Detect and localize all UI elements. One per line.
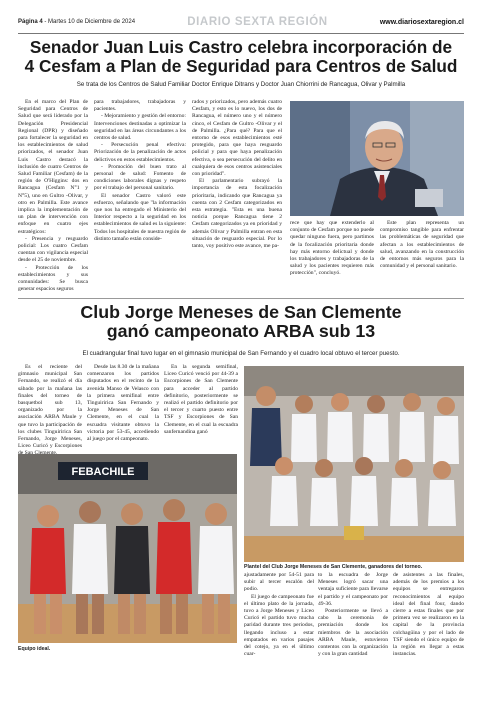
article2-paragraph: ajustadamente por 54-51 para subir al tercer escalón del podio. (244, 572, 314, 593)
article1-paragraph: El senador Castro valoró este esfuerzo, señalando que "la información que nos ha entregado el Ministerio del Interior respecto a la seguridad en los establecimientos de salud es la siguiente: Todos los hospitales de nuestra región de distinto tamaño están conside- (94, 192, 186, 242)
article2-column-6 (393, 572, 464, 658)
article2-column-4 (244, 572, 314, 658)
article-separator (18, 298, 464, 299)
article1-paragraph: - Promoción del buen trato al personal de salud: Fomento de condiciones laborales dignas y respeto por el trabajo del personal sanitario. (94, 163, 186, 192)
article2-column-5 (318, 572, 388, 658)
champion-team-photo (244, 366, 464, 562)
trophy-icon (344, 526, 364, 540)
article1-paragraph: rados y priorizados, pero además cuatro Cesfam, y esto es lo nuevo, los dos de Rancagua, el número uno y el número cinco, el Cesfam de Gultro -Olivar y el de Palmilla. ¿Para qué? Para que el entorno de esos establecimientos esté protegido, para que haya resguardo policial y para que haya penalización efectiva, o sea persecución del delito en cualquiera de esos centros asistenciales con prioridad". (192, 99, 282, 178)
article2-paragraph: Es el reciente del gimnasio municipal San Fernando, se realizó el día sábado por la mañana las finales del torneo de basquetbol sub 13, organizado por la asociación ARBA Maule y que tuvo la participación de los clubes Tinguiririca San Fernando, Jorge Meneses, Liceo Curicó y Escorpiones (18, 364, 82, 450)
ideal-team-photo (18, 454, 237, 643)
article2-paragraph: de asistentes a las finales, además de los premios a los equipos se entregaron reconocimientos al equipo ideal del final four, dando cierre a estas finales que por primera vez se realizaron en la capital de la provincia colchagüina y por el lado de TSF siendo el único equipo de la región en llegar a estas instancias. (393, 572, 464, 658)
ideal-team-illustration (18, 454, 237, 643)
article1-column-5 (380, 220, 464, 270)
ideal-team-caption: Equipo ideal. (18, 646, 51, 652)
article2-headline-line2: ganó campeonato ARBA sub 13 (106, 321, 376, 342)
article2-column-2 (87, 364, 159, 443)
article2-column-3 (164, 364, 238, 436)
article1-column-2 (94, 99, 186, 243)
article1-paragraph: El parlamentario subrayó la importancia de esta focalización prioritaria, indicando que Rancagua ya cuenta con 2 Cesfam categorizados en esta estrategia. "Esta es una buena noticia porque Rancagua tiene 2 Cesfam categorizados ya en prioridad y además Olivar y Palmilla entran en esta situación de resguardo especial. Por lo tanto, voy positivo este avance, me pa- (192, 178, 282, 250)
article2-paragraph: El juego de campeonato fue el último plato de la jornada, tuvo a Jorge Meneses y Liceo Curicó el partido tuvo mucha paridad durante tres periodos, llegando incluso a estar empatados en varios pasajes del cotejo, ya en el último cuar- (244, 593, 314, 658)
article1-column-3 (192, 99, 282, 250)
article2-headline (18, 303, 464, 341)
champion-team-caption: Plantel del Club Jorge Meneses de San Clemente, ganadores del torneo. (244, 564, 423, 570)
issue-date: - Martes 10 de Diciembre de 2024 (42, 19, 136, 25)
banner-text: FEBACHILE (71, 466, 135, 478)
article1-paragraph: - Persecución penal efectiva: Priorización de la penalización de actos delictivos en estos establecimientos. (94, 142, 186, 163)
page-date (18, 19, 135, 25)
article1-paragraph: - Protección de los establecimientos y sus comunidades: Se busca generar espacios seguros (18, 264, 88, 293)
article2-paragraph: to la escuadra de Jorge Meneses logró sacar una ventaja suficiente para llevarse el partido y el campeonato por 49-36. (318, 572, 388, 607)
article1-headline (18, 38, 464, 75)
page-header (18, 14, 464, 30)
article1-paragraph: para trabajadores, trabajadoras y pacientes. (94, 99, 186, 113)
champion-team-illustration (244, 366, 464, 562)
header-rule (18, 33, 464, 34)
article1-paragraph: - Presencia y resguardo policial: Los cuatro Cesfam cuentan con vigilancia especial desde el 25 de noviembre. (18, 235, 88, 264)
page-number: Página 4 (18, 19, 43, 25)
article1-paragraph: En el marco del Plan de Seguridad para Centros de Salud que será liderado por la Delegación Presidencial Regional (DPR) y diseñado para fortalecer la seguridad en los establecimientos de salud priorizados, el senador Juan Luis Castro destacó la inclusión de cuatro Centros de Salud Familiar (Cesfam) de la región de O'Higgins: dos en Rancagua (Cesfam N°1 y N°5), uno en Gultro -Olivar, y otro en Palmilla. Este avance implica la implementación de un plan de intervención con enfoque en cuatro ejes estratégicos: (18, 99, 88, 235)
article2-paragraph: Posteriormente se llevó a cabo la ceremonia de premiación donde los miembros de la asociación ARBA Maule, estuvieron contentos con la organización y con la gran cantidad (318, 608, 388, 658)
article1-column-4 (290, 220, 374, 278)
website-url[interactable]: www.diariosextaregion.cl (379, 18, 464, 26)
article2-paragraph: Desde las 8.30 de la mañana comenzaron los partidos disputados en el recinto de la avenida Manso de Velasco con la primera semifinal entre Tinguiririca San Fernando y Jorge Meneses de San Clemente, en el cual la escuadra visitante obtuvo la victoria por 53-45, accediendo al juego por el campeonato. (87, 364, 159, 443)
article2-headline-line1: Club Jorge Meneses de San Clemente (80, 302, 402, 322)
article1-subtitle: Se trata de los Centros de Salud Familiar Doctor Enrique Ditrans y Doctor Juan Chiorrini de Rancagua, Olivar y Palmilla (76, 81, 406, 88)
article2-column-1 (18, 364, 82, 458)
article1-column-1 (18, 99, 88, 293)
article1-headline-line1: Senador Juan Luis Castro celebra incorporación de (29, 37, 453, 57)
article2-paragraph: En la segunda semifinal, Liceo Curicó venció por 44-39 a Escorpiones de San Clemente para acceder al partido definitorio, posteriormente se realizó el partido definitorio por el tercer y cuarto puesto entre TSF y Escorpiones de San Clemente, en el cual la escuadra sanfernandina ganó (164, 364, 238, 435)
article1-headline-line2: 4 Cesfam a Plan de Seguridad para Centros de Salud (24, 55, 458, 76)
newspaper-name: DIARIO SEXTA REGIÓN (187, 16, 328, 28)
article2-subtitle: El cuadrangular final tuvo lugar en el gimnasio municipal de San Fernando y el cuadro local obtuvo el tercer puesto. (82, 350, 400, 357)
article1-paragraph: rece que hay que extenderlo al conjunto de Cesfam porque no puede quedar ninguno fuera, pero partimos de la focalización prioritaria donde hay más entorno delictual y donde los trabajadores y trabajadoras de la salud y los pacientes requieren más protección", concluyó. (290, 220, 374, 277)
article1-paragraph: Este plan representa un compromiso tangible para enfrentar las problemáticas de seguridad que afectan a los establecimientos de salud, avanzando en la construcción de entornos más seguros para la comunidad y el personal sanitario. (380, 220, 464, 270)
senator-photo (290, 101, 464, 216)
article1-paragraph: - Mejoramiento y gestión del entorno: Intervenciones destinadas a optimizar la seguridad en las áreas circundantes a los centros de salud. (94, 113, 186, 142)
senator-photo-illustration (290, 101, 464, 216)
